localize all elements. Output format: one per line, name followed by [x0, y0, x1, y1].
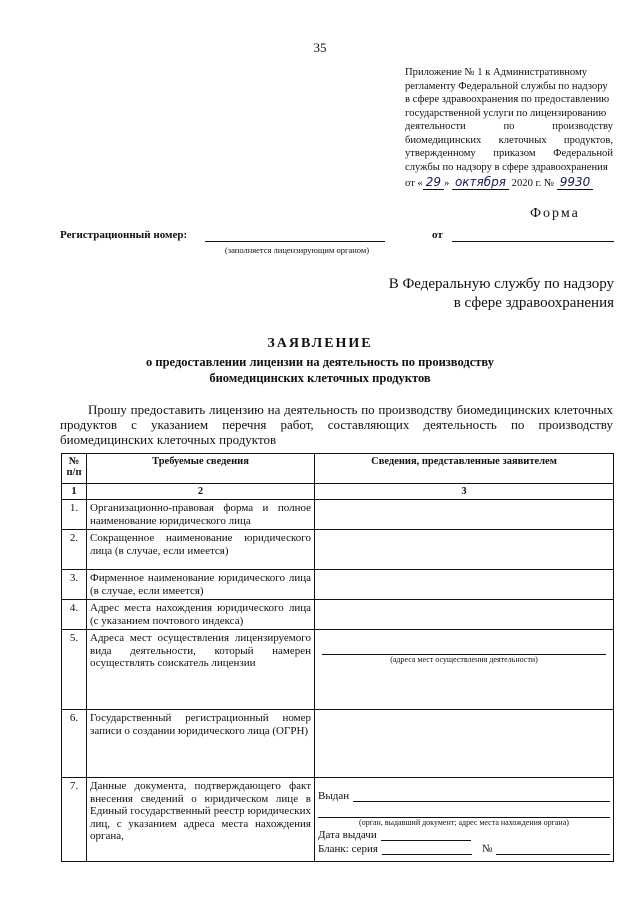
table-row: [62, 778, 614, 862]
handwritten-number: 9930: [557, 175, 594, 190]
document-subtitle: о предоставлении лицензии на деятельность по производству биомедицинских клеточных продуктов: [146, 355, 494, 385]
row-text: Адреса мест осуществления лицензируемого вида деятельности, который намерен осуществлять соискатель лицензии: [87, 630, 315, 710]
page-number: 35: [313, 40, 327, 55]
issued-note: (орган, выдавший документ; адрес места нахождения органа): [359, 818, 569, 827]
col-number: 1: [62, 484, 87, 500]
blank-number-field[interactable]: [496, 843, 610, 855]
appendix-line: биомедицинских клеточных продуктов,: [405, 134, 613, 146]
row-value-cell[interactable]: [315, 530, 614, 570]
blank-series-field[interactable]: [382, 843, 472, 855]
appendix-block: [405, 66, 613, 191]
issue-date-row: [318, 829, 610, 841]
addressee: [330, 275, 614, 313]
table-row: [62, 630, 614, 710]
issue-date-field[interactable]: [381, 829, 471, 841]
header-provided: Сведения, представленные заявителем: [315, 454, 614, 484]
col-number: 3: [315, 484, 614, 500]
date-year: 2020 г. №: [511, 178, 555, 189]
registration-date-field[interactable]: [452, 241, 614, 242]
row-value-cell[interactable]: [315, 570, 614, 600]
row-num: 3.: [62, 570, 87, 600]
row-value-cell[interactable]: [315, 630, 614, 710]
table-header-row: [62, 454, 614, 484]
date-prefix: от «: [405, 178, 423, 189]
row-text: Государственный регистрационный номер записи о создании юридического лица (ОГРН): [87, 710, 315, 778]
issued-field[interactable]: [353, 790, 610, 802]
blank-series-label: Бланк: серия: [318, 843, 378, 855]
row-text: Адрес места нахождения юридического лица (с указанием почтового индекса): [87, 600, 315, 630]
handwritten-day: 29: [423, 175, 444, 190]
appendix-line: государственной услуги по лицензированию: [405, 107, 607, 119]
registration-from-label: от: [432, 229, 443, 241]
document-title: ЗАЯВЛЕНИЕ: [267, 336, 373, 351]
appendix-line: утвержденному приказом Федеральной: [405, 148, 613, 159]
intro-paragraph: Прошу предоставить лицензию на деятельность по производству биомедицинских клеточных продуктов с указанием перечня работ, составляющих деятельность по производству биомедицинских клеточных продуктов: [60, 402, 613, 447]
table-row: [62, 710, 614, 778]
row-value-cell[interactable]: [315, 500, 614, 530]
row-num: 4.: [62, 600, 87, 630]
appendix-line: Приложение № 1 к Административному: [405, 67, 588, 78]
table-row: [62, 600, 614, 630]
table-row: [62, 530, 614, 570]
registration-number-field[interactable]: [205, 241, 385, 242]
row-value-cell[interactable]: [315, 600, 614, 630]
appendix-line: деятельности по производству: [405, 121, 613, 132]
date-mid: »: [444, 178, 450, 189]
form-label: Форма: [530, 206, 580, 221]
handwritten-month: октября: [452, 175, 509, 190]
column-number-row: [62, 484, 614, 500]
col-number: 2: [87, 484, 315, 500]
row-num: 1.: [62, 500, 87, 530]
row-num: 2.: [62, 530, 87, 570]
application-table: [61, 453, 614, 862]
row-text: Данные документа, подтверждающего факт внесения сведений о юридическом лице в Единый государственный реестр юридических лиц, с указанием адреса места нахождения органа,: [87, 778, 315, 862]
issued-label: Выдан: [318, 790, 350, 802]
registration-label: Регистрационный номер:: [60, 229, 188, 241]
appendix-line: в сфере здравоохранения по предоставлению: [405, 94, 610, 105]
row-value-cell[interactable]: [315, 710, 614, 778]
header-required: Требуемые сведения: [87, 454, 315, 484]
row-text: Фирменное наименование юридического лица (в случае, если имеется): [87, 570, 315, 600]
row-num: 6.: [62, 710, 87, 778]
appendix-line: службы по надзору в сфере здравоохранения: [405, 161, 608, 173]
row-text: Организационно-правовая форма и полное наименование юридического лица: [87, 500, 315, 530]
addresses-note: (адреса мест осуществления деятельности): [390, 655, 538, 664]
header-num: № п/п: [62, 454, 87, 484]
addresses-field[interactable]: [322, 640, 606, 655]
row-text: Сокращенное наименование юридического лица (в случае, если имеется): [87, 530, 315, 570]
blank-row: [318, 843, 610, 855]
issued-field-line2[interactable]: [318, 806, 610, 818]
row-num: 5.: [62, 630, 87, 710]
row-value-cell: [315, 778, 614, 862]
blank-number-label: №: [481, 843, 493, 855]
issued-row: [318, 790, 610, 802]
appendix-line: регламенту Федеральной службы по надзору: [405, 80, 608, 92]
issue-date-label: Дата выдачи: [318, 829, 377, 841]
table-row: [62, 570, 614, 600]
addressee-line: в сфере здравоохранения: [453, 295, 614, 311]
row-num: 7.: [62, 778, 87, 862]
appendix-date: [405, 176, 613, 191]
registration-note: (заполняется лицензирующим органом): [224, 245, 370, 255]
table-row: [62, 500, 614, 530]
addressee-line: В Федеральную службу по надзору: [388, 276, 614, 292]
